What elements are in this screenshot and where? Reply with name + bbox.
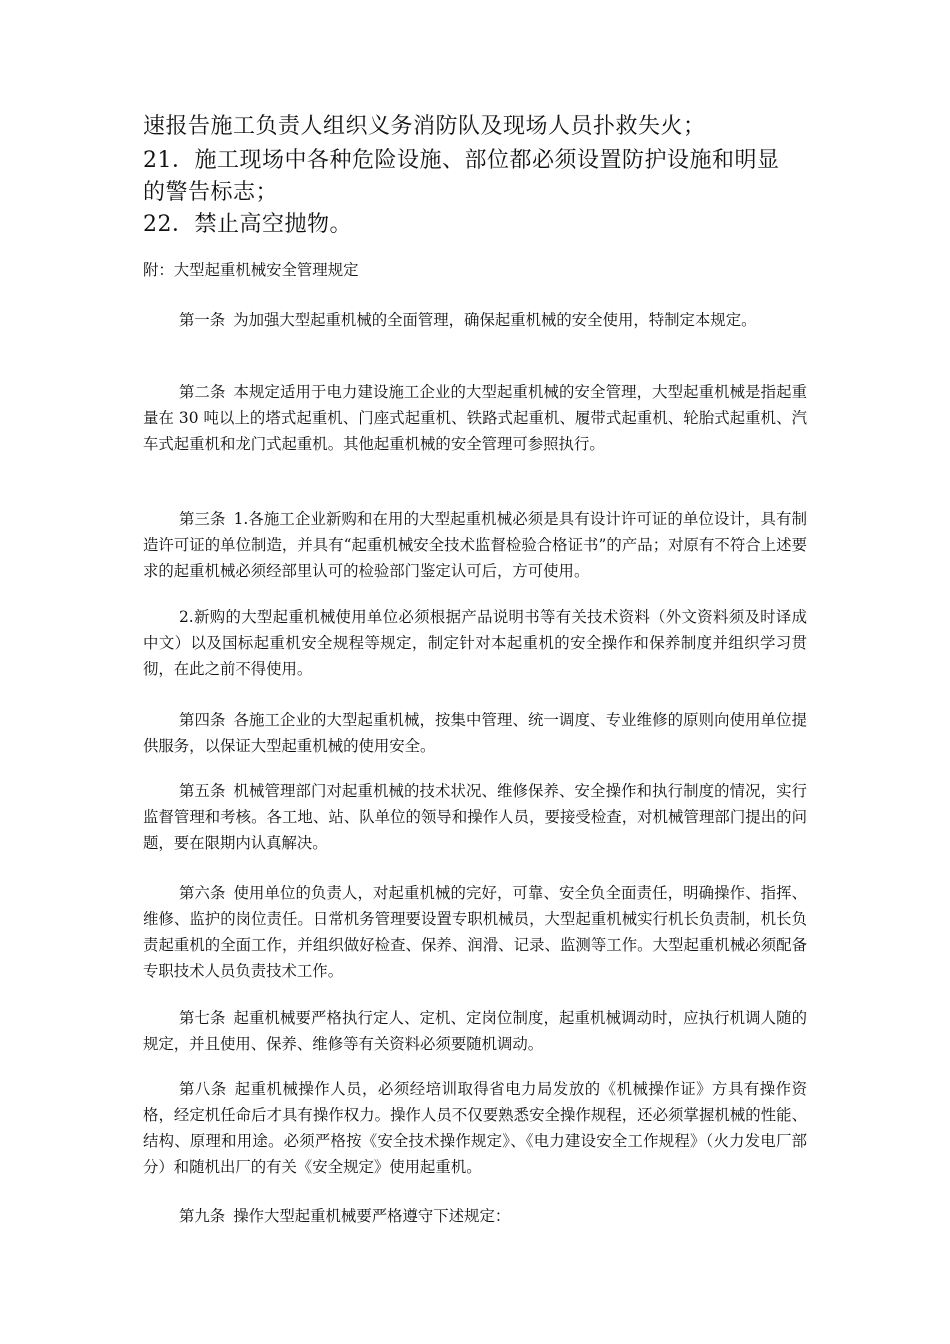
article-text: 起重机械操作人员，必须经培训取得省电力局发放的《机械操作证》方具有操作资格，经定机任命后才具有操作权力。操作人员不仅要熟悉安全操作规程，还必须掌握机械的性能、结构、原理和用途。必须严格按《安全技术操作规定》、《电力建设安全工作规程》（火力发电厂部分）和随机出厂的有关《安全规定》使用起重机。: [143, 1080, 807, 1176]
item-22-line: 22．禁止高空抛物。: [143, 212, 352, 237]
article-text: 操作大型起重机械要严格遵守下述规定：: [233, 1207, 511, 1225]
article-text: 各施工企业的大型起重机械，按集中管理、统一调度、专业维修的原则向使用单位提供服务，以保证大型起重机械的使用安全。: [143, 711, 807, 755]
appendix-title: 附：大型起重机械安全管理规定: [143, 261, 359, 279]
article-label: 第八条: [179, 1080, 227, 1098]
item-21-line: 21．施工现场中各种危险设施、部位都必须设置防护设施和明显: [143, 148, 780, 173]
article-5: [143, 778, 807, 856]
article-text: 使用单位的负责人，对起重机械的完好，可靠、安全负全面责任，明确操作、指挥、维修、监护的岗位责任。日常机务管理要设置专职机械员，大型起重机械实行机长负责制，机长负责起重机的全面工作，并组织做好检查、保养、润滑、记录、监测等工作。大型起重机械必须配备专职技术人员负责技术工作。: [143, 884, 807, 980]
article-text: 1.各施工企业新购和在用的大型起重机械必须是具有设计许可证的单位设计，具有制造许可证的单位制造，并具有“起重机械安全技术监督检验合格证书”的产品；对原有不符合上述要求的起重机械必须经部里认可的检验部门鉴定认可后，方可使用。: [143, 510, 807, 580]
article-label: 第五条: [179, 782, 226, 800]
article-3: [143, 506, 807, 584]
article-label: 第六条: [179, 884, 226, 902]
article-9: [143, 1203, 807, 1229]
article-6: [143, 880, 807, 984]
article-label: 第三条: [179, 510, 226, 528]
article-label: 第九条: [179, 1207, 226, 1225]
article-8: [143, 1076, 807, 1180]
article-label: 第七条: [179, 1009, 226, 1027]
article-label: 第一条: [179, 311, 226, 329]
article-label: 第二条: [179, 383, 226, 401]
text-line: 速报告施工负责人组织义务消防队及现场人员扑救失火；: [143, 114, 706, 139]
article-7: [143, 1005, 807, 1057]
article-1: [143, 307, 807, 333]
article-4: [143, 707, 807, 759]
article-label: 第四条: [179, 711, 226, 729]
article-text: 起重机械要严格执行定人、定机、定岗位制度，起重机械调动时，应执行机调人随的规定，并且使用、保养、维修等有关资料必须要随机调动。: [143, 1009, 807, 1053]
article-text: 2.新购的大型起重机械使用单位必须根据产品说明书等有关技术资料（外文资料须及时译成中文）以及国标起重机安全规程等规定，制定针对本起重机的安全操作和保养制度并组织学习贯彻，在此之前不得使用。: [143, 608, 807, 678]
article-text: 为加强大型起重机械的全面管理，确保起重机械的安全使用，特制定本规定。: [233, 311, 757, 329]
article-text: 机械管理部门对起重机械的技术状况、维修保养、安全操作和执行制度的情况，实行监督管理和考核。各工地、站、队单位的领导和操作人员，要接受检查，对机械管理部门提出的问题，要在限期内认真解决。: [143, 782, 807, 852]
article-3-item-2: [143, 604, 807, 682]
article-2: [143, 379, 807, 457]
item-21-continuation: 的警告标志；: [143, 180, 279, 205]
article-text: 本规定适用于电力建设施工企业的大型起重机械的安全管理，大型起重机械是指起重量在 30 吨以上的塔式起重机、门座式起重机、铁路式起重机、履带式起重机、轮胎式起重机、汽车式起重机和龙门式起重机。其他起重机械的安全管理可参照执行。: [143, 383, 807, 453]
